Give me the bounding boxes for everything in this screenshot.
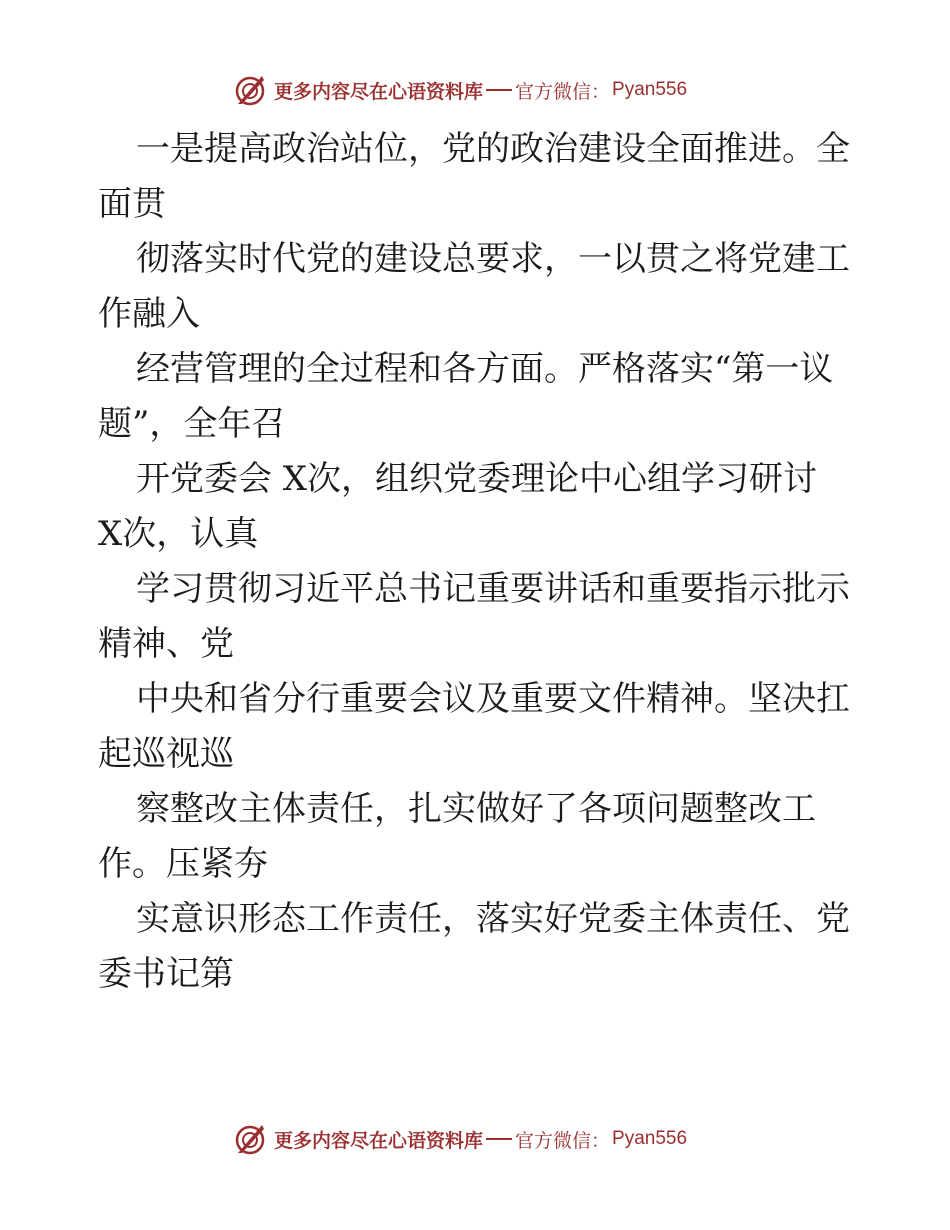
text-line: 委书记第 [98, 954, 234, 994]
header-dash [486, 89, 512, 91]
text-line: 实意识形态工作责任，落实好党委主体责任、党 [136, 899, 850, 939]
text-line: 察整改主体责任，扎实做好了各项问题整改工 [136, 789, 816, 829]
text-line: 精神、党 [98, 624, 234, 664]
text-line: 中央和省分行重要会议及重要文件精神。坚决扛 [136, 679, 850, 719]
text-line: 面贯 [98, 184, 166, 224]
text-line: 学习贯彻习近平总书记重要讲话和重要指示批示 [136, 569, 850, 609]
text-line: 经营管理的全过程和各方面。严格落实“第一议 [136, 349, 834, 389]
footer-brand-text: 更多内容尽在心语资料库 [274, 1129, 484, 1152]
footer-dash [486, 1138, 512, 1140]
header-brand-text: 更多内容尽在心语资料库 [274, 80, 484, 103]
text-line: 开党委会 X次，组织党委理论中心组学习研讨 [136, 459, 818, 499]
text-line: 题”，全年召 [98, 404, 286, 444]
footer-watermark [232, 1119, 732, 1159]
text-line: 作。压紧夯 [98, 844, 268, 884]
quill-logo-icon [232, 72, 268, 108]
footer-wechat-label: 官方微信： [515, 1129, 611, 1152]
header-wechat-id: Pyan556 [612, 79, 688, 100]
text-line: 一是提高政治站位，党的政治建设全面推进。全 [136, 129, 850, 169]
header-watermark [232, 70, 732, 110]
footer-wechat-id: Pyan556 [612, 1128, 688, 1149]
quill-logo-icon [232, 1121, 268, 1157]
text-line: 彻落实时代党的建设总要求，一以贯之将党建工 [136, 239, 850, 279]
body-text [98, 122, 858, 1002]
text-line: 起巡视巡 [98, 734, 234, 774]
text-line: 作融入 [98, 294, 200, 334]
header-wechat-label: 官方微信： [515, 80, 611, 103]
text-line: X次，认真 [98, 514, 259, 554]
